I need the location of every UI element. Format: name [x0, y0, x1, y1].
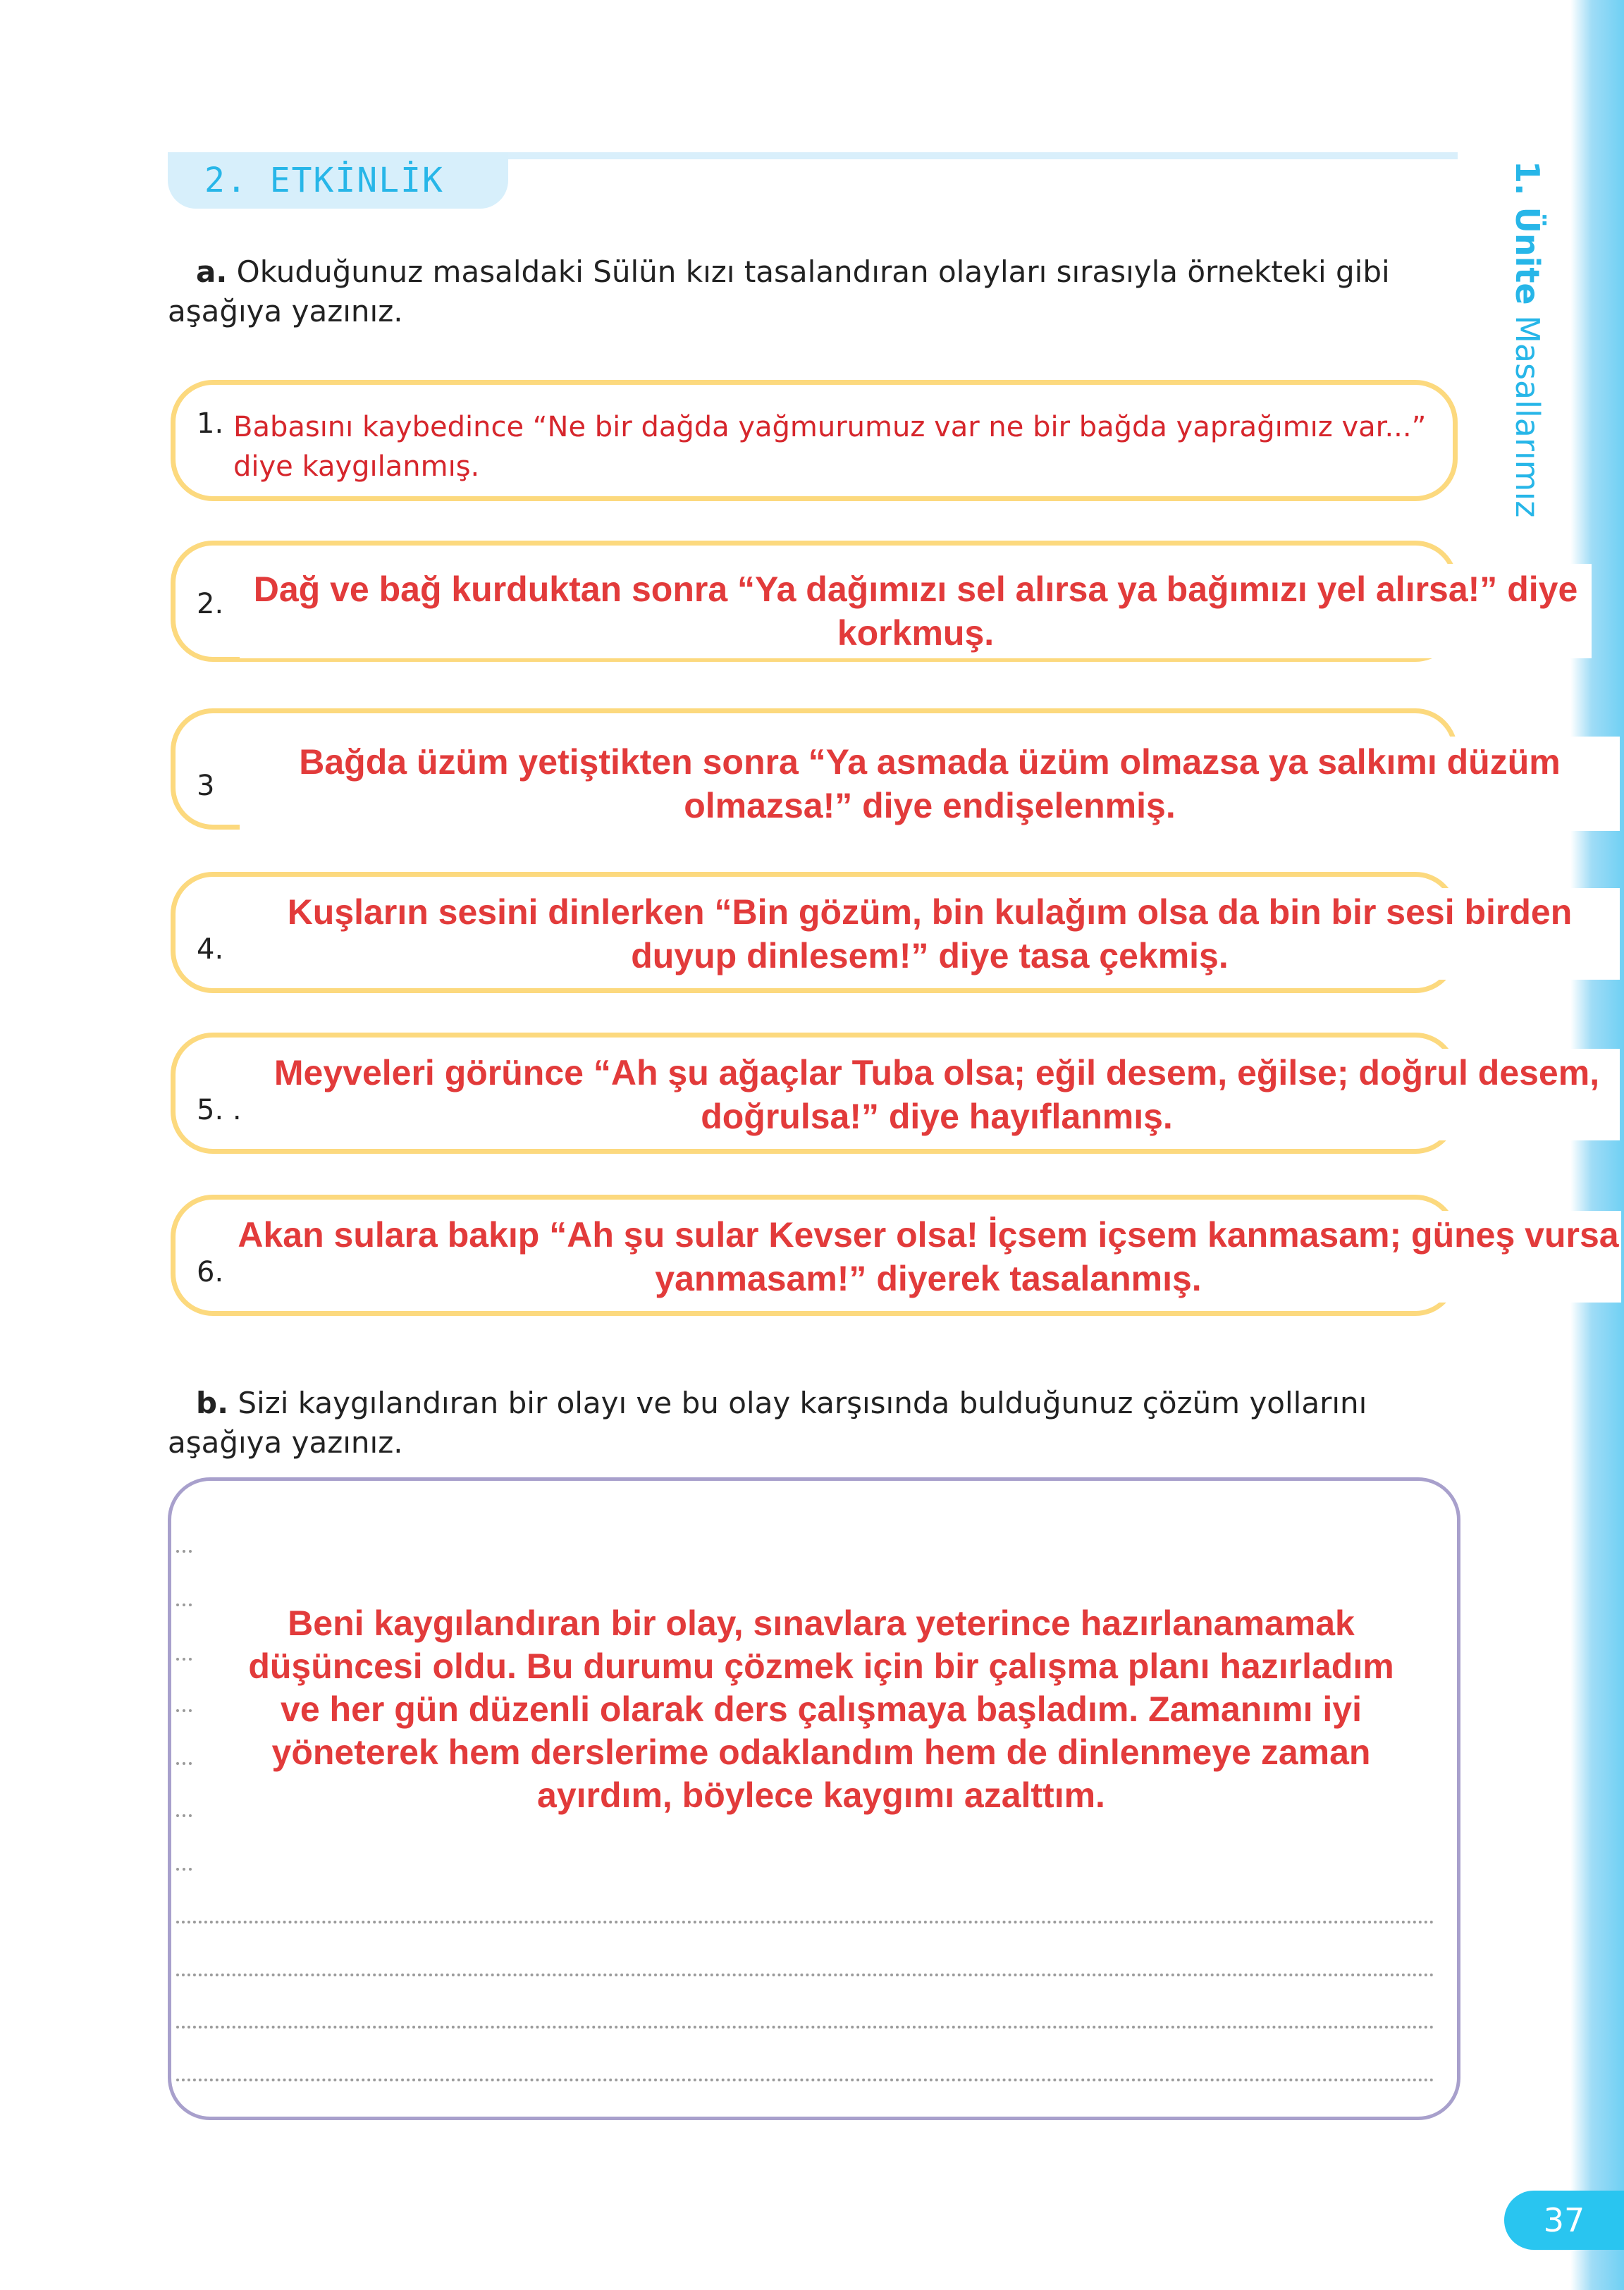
dotted-line — [176, 1550, 192, 1553]
part-a-label: a. — [196, 254, 228, 289]
unit-number: 1. Ünite — [1508, 161, 1546, 305]
part-a-instruction — [168, 252, 1458, 331]
dotted-line — [176, 1762, 192, 1765]
dotted-line — [176, 1868, 192, 1871]
part-b-instruction — [168, 1384, 1458, 1463]
answer-text-6: Akan sulara bakıp “Ah şu sular Kevser olsa! İçsem içsem kanmasam; güneş vursa yanmasam!” diyerek tasalanmış. — [235, 1211, 1621, 1303]
item-number: 1. — [197, 407, 224, 440]
unit-name: Masallarımız — [1508, 315, 1546, 518]
item-number: 6. — [197, 1256, 224, 1288]
dotted-line — [176, 1658, 192, 1661]
part-b-text: Sizi kaygılandıran bir olayı ve bu olay karşısında bulduğunuz çözüm yollarını aşağıya yazınız. — [168, 1386, 1367, 1460]
part-a-text: Okuduğunuz masaldaki Sülün kızı tasalandıran olayları sırasıyla örnekteki gibi aşağıya yazınız. — [168, 254, 1390, 328]
answer-box-1 — [171, 380, 1458, 501]
unit-label — [1508, 161, 1546, 517]
part-b-answer: Beni kaygılandıran bir olay, sınavlara yeterince hazırlanamamak düşüncesi oldu. Bu durumu çözmek için bir çalışma planı hazırladım ve her gün düzenli olarak ders çalışmaya başladım. Zamanımı iyi yöneterek hem derslerime odaklandım hem de dinlenmeye zaman ayırdım, böylece kaygımı azalttım. — [248, 1603, 1394, 1815]
side-stripe — [1570, 0, 1624, 2290]
dotted-line — [176, 2079, 1434, 2081]
part-b-label: b. — [196, 1386, 229, 1420]
dotted-line — [176, 1921, 1434, 1923]
page-number: 37 — [1504, 2191, 1624, 2250]
dotted-line — [176, 1709, 192, 1712]
dotted-line — [176, 1974, 1434, 1976]
activity-tab — [168, 152, 508, 209]
dotted-line — [176, 1603, 192, 1606]
item-number: 2. — [197, 588, 224, 620]
answer-text-5: Meyveleri görünce “Ah şu ağaçlar Tuba olsa; eğil desem, eğilse; doğrul desem, doğrulsa!” diye hayıflanmış. — [254, 1049, 1620, 1140]
item-number: 3 — [197, 770, 215, 802]
dotted-line — [176, 1814, 192, 1817]
answer-text-4: Kuşların sesini dinlerken “Bin gözüm, bin kulağım olsa da bin bir sesi birden duyup dinlesem!” diye tasa çekmiş. — [240, 888, 1620, 980]
activity-title: 2. ETKİNLİK — [204, 161, 444, 200]
answer-text-3: Bağda üzüm yetiştikten sonra “Ya asmada üzüm olmazsa ya salkımı düzüm olmazsa!” diye endişelenmiş. — [240, 737, 1620, 831]
item-number: 5. . — [197, 1094, 242, 1126]
answer-text-2: Dağ ve bağ kurduktan sonra “Ya dağımızı sel alırsa ya bağımızı yel alırsa!” diye korkmuş. — [240, 564, 1592, 658]
example-answer: Babasını kaybedince “Ne bir dağda yağmurumuz var ne bir bağda yaprağımız var...” diye kaygılanmış. — [233, 411, 1427, 483]
item-number: 4. — [197, 933, 224, 966]
dotted-line — [176, 2026, 1434, 2029]
